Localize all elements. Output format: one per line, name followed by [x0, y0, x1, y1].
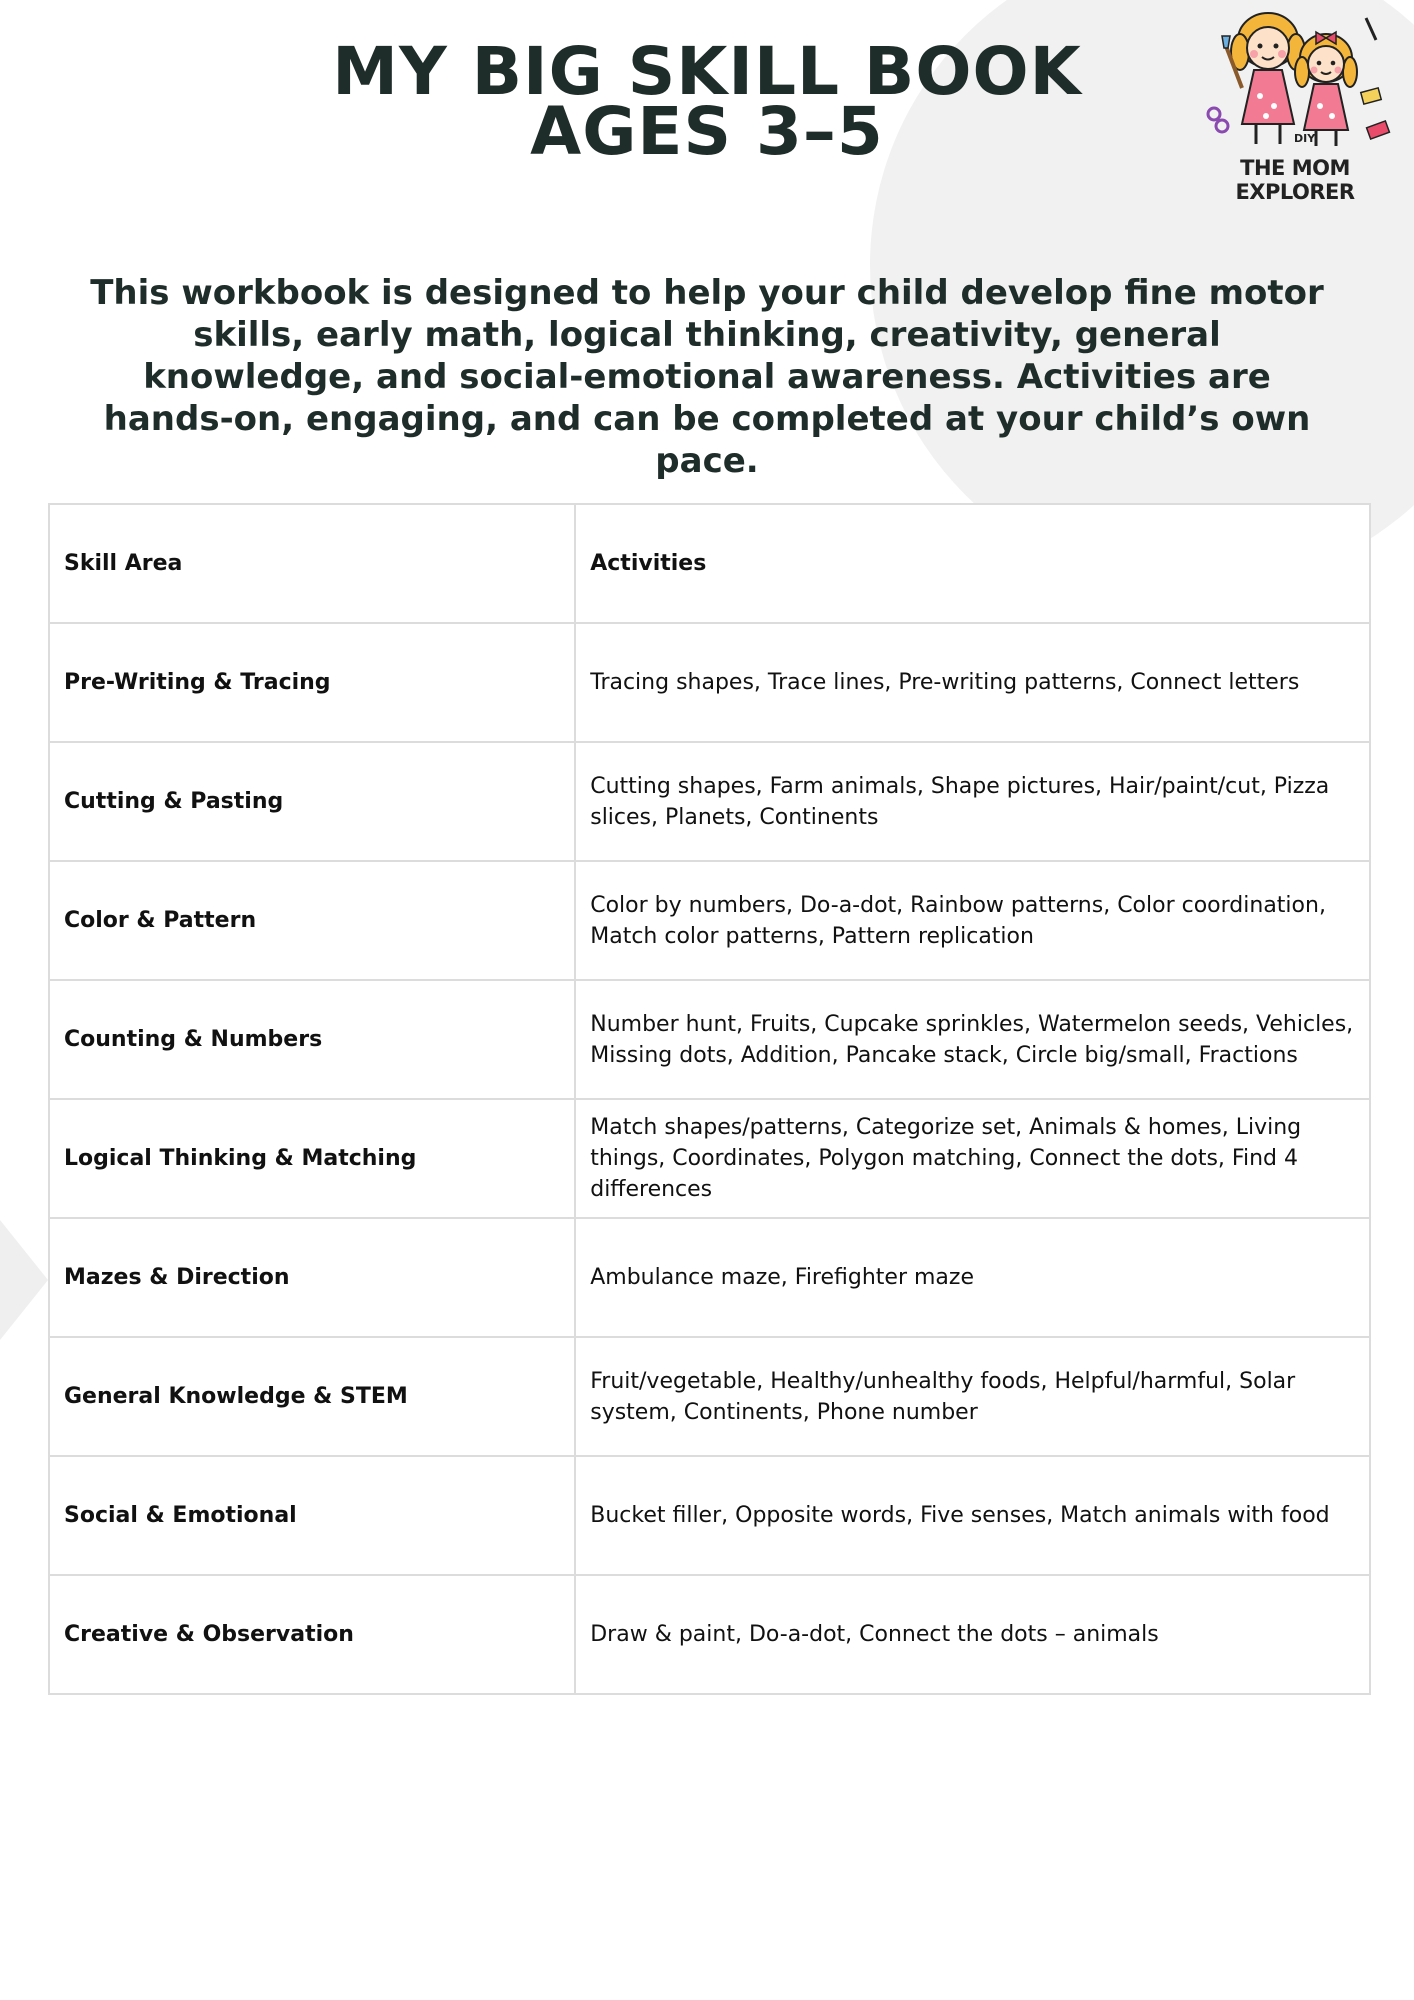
activities-cell: Cutting shapes, Farm animals, Shape pictures, Hair/paint/cut, Pizza slices, Planets, Continents — [575, 742, 1370, 861]
activities-cell: Bucket filler, Opposite words, Five senses, Match animals with food — [575, 1456, 1370, 1575]
skills-table — [48, 503, 1371, 1695]
table-row — [49, 623, 1370, 742]
table-row — [49, 1575, 1370, 1694]
table-row — [49, 980, 1370, 1099]
activities-cell: Match shapes/patterns, Categorize set, Animals & homes, Living things, Coordinates, Polygon matching, Connect the dots, Find 4 differences — [575, 1099, 1370, 1218]
page-title — [300, 33, 1114, 170]
diy-badge: DIY — [1294, 132, 1316, 145]
header-activities: Activities — [575, 504, 1370, 623]
table-row — [49, 861, 1370, 980]
table-row — [49, 1337, 1370, 1456]
activities-cell: Ambulance maze, Firefighter maze — [575, 1218, 1370, 1337]
table-row — [49, 1456, 1370, 1575]
skill-area-cell: Creative & Observation — [49, 1575, 575, 1694]
skill-area-cell: Counting & Numbers — [49, 980, 575, 1099]
two-girls-illustration-icon — [1196, 6, 1394, 156]
skill-area-cell: Mazes & Direction — [49, 1218, 575, 1337]
logo-text: THE MOM EXPLORER — [1235, 156, 1355, 204]
activities-cell: Tracing shapes, Trace lines, Pre-writing patterns, Connect letters — [575, 623, 1370, 742]
activities-cell: Color by numbers, Do-a-dot, Rainbow patterns, Color coordination, Match color patterns, Pattern replication — [575, 861, 1370, 980]
background-triangle — [0, 1220, 48, 1340]
activities-cell: Fruit/vegetable, Healthy/unhealthy foods, Helpful/harmful, Solar system, Continents, Phone number — [575, 1337, 1370, 1456]
activities-cell: Number hunt, Fruits, Cupcake sprinkles, Watermelon seeds, Vehicles, Missing dots, Addition, Pancake stack, Circle big/small, Fractions — [575, 980, 1370, 1099]
activities-cell: Draw & paint, Do-a-dot, Connect the dots – animals — [575, 1575, 1370, 1694]
skill-area-cell: Social & Emotional — [49, 1456, 575, 1575]
title-line-1: MY BIG SKILL BOOK — [332, 33, 1082, 110]
title-line-2: AGES 3–5 — [530, 93, 884, 170]
skill-area-cell: Logical Thinking & Matching — [49, 1099, 575, 1218]
skill-area-cell: General Knowledge & STEM — [49, 1337, 575, 1456]
header-skill-area: Skill Area — [49, 504, 575, 623]
table-row — [49, 1218, 1370, 1337]
mom-explorer-logo — [1196, 6, 1394, 204]
skill-area-cell: Cutting & Pasting — [49, 742, 575, 861]
table-header-row — [49, 504, 1370, 623]
table-row — [49, 742, 1370, 861]
skill-area-cell: Color & Pattern — [49, 861, 575, 980]
skill-area-cell: Pre-Writing & Tracing — [49, 623, 575, 742]
table-row — [49, 1099, 1370, 1218]
intro-paragraph: This workbook is designed to help your child develop fine motor skills, early math, logical thinking, creativity, general knowledge, and social-emotional awareness. Activities are hands-on, engaging, and can be completed at your child’s own pace. — [90, 273, 1324, 481]
